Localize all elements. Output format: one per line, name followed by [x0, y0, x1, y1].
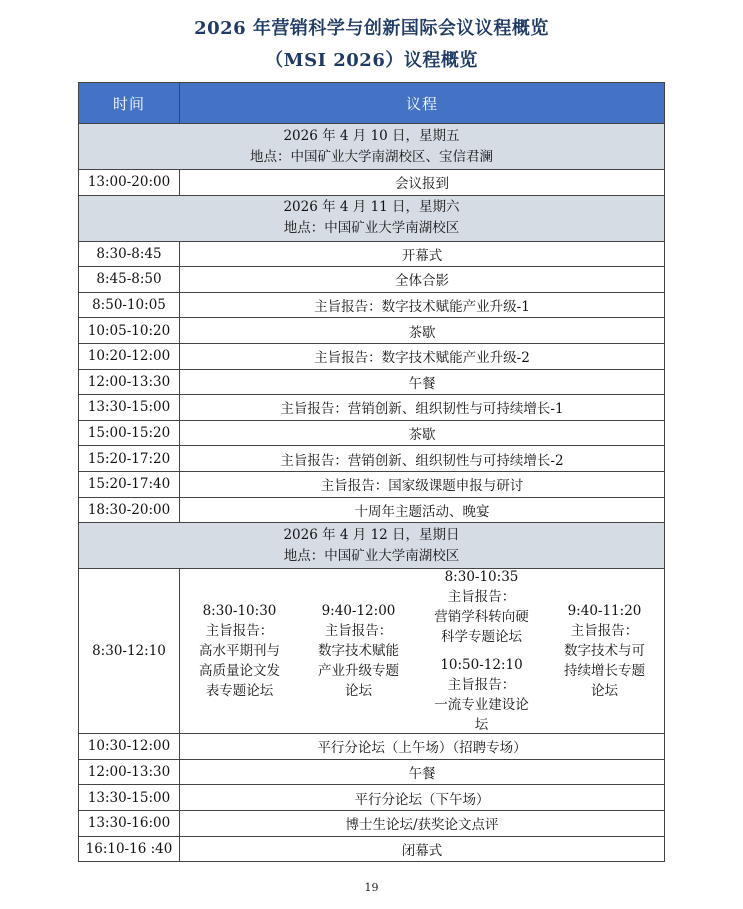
forum-time: 10:50-12:10 [440, 657, 523, 674]
forum-time: 8:30-10:35 [444, 569, 519, 586]
forum-time: 9:40-12:00 [321, 603, 396, 620]
row-item: 开幕式 [180, 241, 665, 267]
forum-topic: 数字技术赋能产业升级专题论坛 [318, 643, 399, 700]
row-time: 10:05-10:20 [79, 318, 180, 344]
row-time: 15:20-17:20 [79, 446, 180, 472]
row-item: 主旨报告：数字技术赋能产业升级-1 [180, 292, 665, 318]
row-item: 午餐 [180, 369, 665, 395]
forum-role: 主旨报告： [324, 623, 393, 640]
row-time: 13:30-15:00 [79, 785, 180, 811]
header-time: 时间 [79, 83, 180, 124]
row-time: 8:45-8:50 [79, 267, 180, 293]
table-row [79, 471, 665, 497]
row-time: 10:30-12:00 [79, 734, 180, 760]
row-time: 8:30-8:45 [79, 241, 180, 267]
row-item: 主旨报告：数字技术赋能产业升级-2 [180, 343, 665, 369]
row-time: 15:00-15:20 [79, 420, 180, 446]
row-item: 平行分论坛（上午场）（招聘专场） [180, 734, 665, 760]
forum-block [432, 655, 532, 735]
day-date: 2026 年 4 月 11 日，星期六 [283, 199, 460, 216]
table-row [79, 369, 665, 395]
document-title: 2026 年营销科学与创新国际会议议程概览 [194, 18, 549, 39]
row-item: 会议报到 [180, 170, 665, 196]
row-time: 16:10-16 :40 [79, 836, 180, 862]
header-agenda: 议程 [180, 83, 665, 124]
document-subtitle: （MSI 2026）议程概览 [265, 50, 478, 71]
row-item: 午餐 [180, 759, 665, 785]
forum-time: 9:40-11:20 [567, 603, 642, 620]
forum-block [432, 567, 532, 647]
table-row [79, 241, 665, 267]
row-item: 茶歇 [180, 318, 665, 344]
day-date: 2026 年 4 月 12 日，星期日 [283, 526, 460, 543]
row-time: 12:00-13:30 [79, 369, 180, 395]
forum-role: 主旨报告： [205, 623, 274, 640]
parallel-forums [180, 569, 664, 733]
forum-topic: 数字技术与可持续增长专题论坛 [564, 643, 645, 700]
row-item: 十周年主题活动、晚宴 [180, 497, 665, 523]
row-item: 闭幕式 [180, 836, 665, 862]
row-time: 15:20-17:40 [79, 471, 180, 497]
day-header-1 [79, 124, 665, 170]
agenda-table [78, 82, 665, 862]
table-row [79, 292, 665, 318]
table-row [79, 420, 665, 446]
forum-topic: 一流专业建设论坛 [434, 697, 529, 734]
table-row [79, 810, 665, 836]
page-number: 19 [364, 881, 379, 894]
row-time: 13:00-20:00 [79, 170, 180, 196]
forum-block [194, 601, 286, 701]
table-row [79, 785, 665, 811]
table-row [79, 343, 665, 369]
forum-role: 主旨报告： [447, 677, 516, 694]
row-item: 全体合影 [180, 267, 665, 293]
table-row [79, 318, 665, 344]
forum-role: 主旨报告： [570, 623, 639, 640]
row-time: 12:00-13:30 [79, 759, 180, 785]
day-place: 地点：中国矿业大学南湖校区 [283, 547, 460, 564]
row-item: 茶歇 [180, 420, 665, 446]
day-header-2 [79, 195, 665, 241]
row-time: 18:30-20:00 [79, 497, 180, 523]
table-row [79, 170, 665, 196]
table-row [79, 759, 665, 785]
forum-role: 主旨报告： [447, 589, 516, 606]
table-row [79, 497, 665, 523]
forum-block [313, 601, 405, 701]
table-row [79, 267, 665, 293]
row-item: 平行分论坛（下午场） [180, 785, 665, 811]
forum-topic: 高水平期刊与高质量论文发表专题论坛 [199, 643, 280, 700]
row-time: 10:20-12:00 [79, 343, 180, 369]
row-item: 主旨报告：营销创新、组织韧性与可持续增长-1 [180, 395, 665, 421]
day-date: 2026 年 4 月 10 日，星期五 [283, 127, 460, 144]
table-row [79, 734, 665, 760]
row-time: 13:30-16:00 [79, 810, 180, 836]
day-place: 地点：中国矿业大学南湖校区 [283, 220, 460, 237]
row-time: 13:30-15:00 [79, 395, 180, 421]
row-time: 8:50-10:05 [79, 292, 180, 318]
table-row [79, 395, 665, 421]
row-time: 8:30-12:10 [79, 569, 180, 734]
forum-topic: 营销学科转向硬科学专题论坛 [434, 609, 529, 646]
day-place: 地点：中国矿业大学南湖校区、宝信君澜 [250, 148, 493, 165]
day-header-3 [79, 523, 665, 569]
table-row [79, 836, 665, 862]
table-row [79, 446, 665, 472]
row-item: 主旨报告：国家级课题申报与研讨 [180, 471, 665, 497]
parallel-forums-row [79, 569, 665, 734]
row-item: 主旨报告：营销创新、组织韧性与可持续增长-2 [180, 446, 665, 472]
row-item: 博士生论坛/获奖论文点评 [180, 810, 665, 836]
forum-block [559, 601, 651, 701]
forum-time: 8:30-10:30 [202, 603, 277, 620]
